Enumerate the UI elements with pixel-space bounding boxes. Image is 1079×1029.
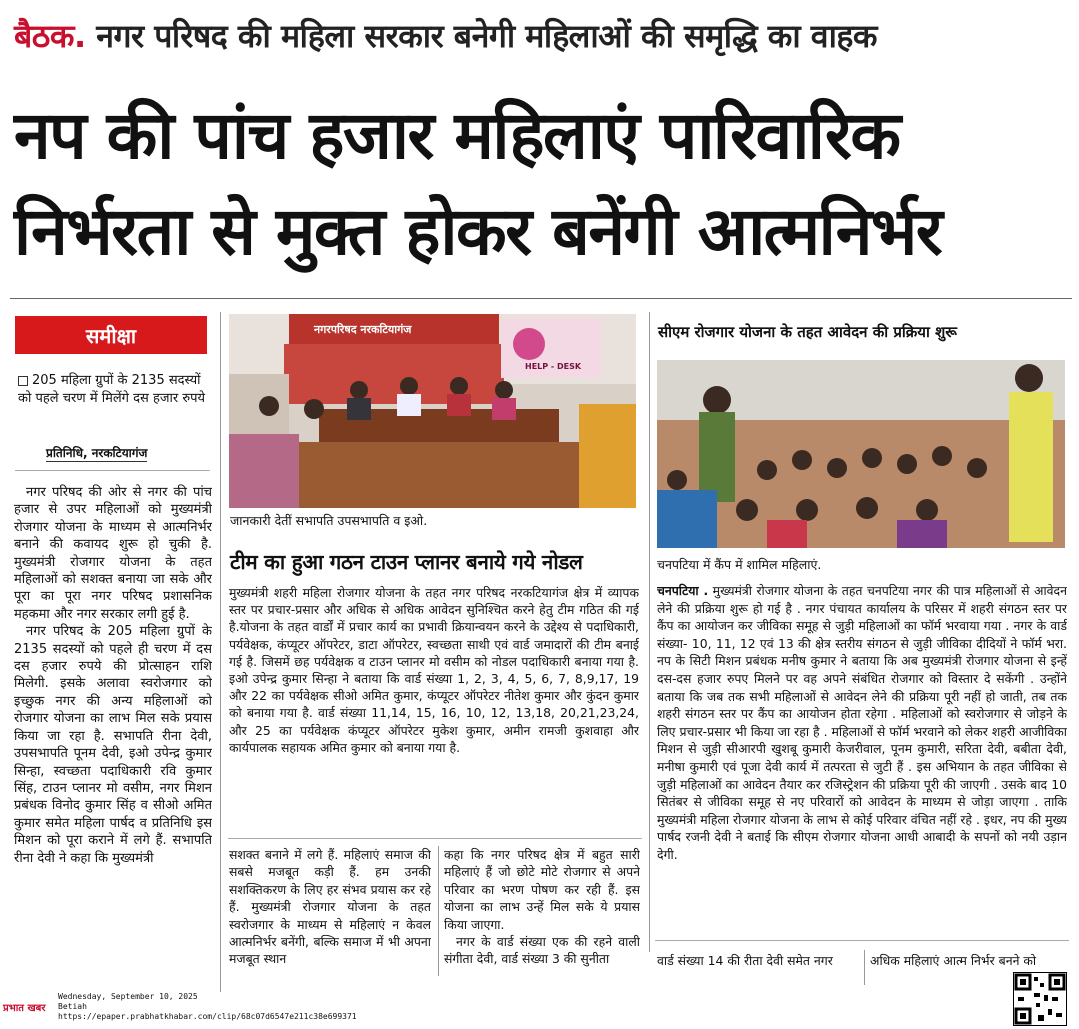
right-subhead: सीएम रोजगार योजना के तहत आवेदन की प्रक्रिया शुरू xyxy=(658,323,957,341)
right-body-text: मुख्यमंत्री रोजगार योजना के तहत चनपटिया नगर की पात्र महिलाओं से आवेदन लेने की प्रक्रिया शुरू हो गई है . नगर पंचायत कार्यालय के परिसर में शहरी संगठन स्तर पर कैंप का आयोजन कर जीविका समूह से जुड़ी महिलाओं का फॉर्म भरवाया गया . नगर के वार्ड संख्या- 10, 11, 12 एवं 13 की क्षेत्र स्तरीय संगठन से जुड़ी जीविका दीदियों ने फॉर्म भरा. नप के सिटी मिशन प्रबंधक मनीष कुमार ने बताया कि अब मुख्यमंत्री रोजगार योजना से इन्हें दस-दस हजार रुपए मिलने पर वह अपने संबंधित रोजगार को विस्तार दे सकेंगी . उन्होंने बताया कि जब तक सभी महिलाओं से आवेदन लेने की प्रक्रिया पूरी नहीं हो जाती, तब तक शहरी संगठन स्तर पर कैंप का आयोजन होता रहेगा . महिलाओं को स्वरोजगार से जोड़ने के लिए प्रचार-प्रसार भी किया जा रहा है . महिलाओं से फॉर्म भरवाने को लेकर शहरी आजीविका मिशन से जुड़ी सीआरपी खुशबू कुमारी केजरीवाल, पूनम कुमारी, सरिता देवी, बबीता देवी, मनीषा कुमारी एवं पूजा देवी कार्य में तत्परता से जुटी हैं . इस अभियान के तहत जीविका से जुड़ी महिलाओं का आवेदन तैयार कर रजिस्ट्रेशन की प्रक्रिया पूरी की जाएगी . उसके बाद 10 सितंबर से जीविका समूह से नए परिवारों को आवेदन के माध्यम से जोड़ा जाएगा . ताकि मुख्यमंत्री महिला रोजगार योजना के लाभ से कोई परिवार वंचित नहीं रहे . इधर, नप की मुख्य पार्षद रजनी देवी ने बताई कि सीएम रोजगार योजना आधी आबादी के सपनों को नयी उड़ान देगी. xyxy=(657,583,1067,862)
bullet-square-icon xyxy=(18,376,28,386)
help-desk-text: HELP - DESK xyxy=(525,362,582,371)
center-subhead: टीम का हुआ गठन टाउन प्लानर बनाये गये नोडल xyxy=(230,550,583,574)
headline-rule xyxy=(10,298,1072,299)
right-body xyxy=(657,582,1067,936)
right-rule xyxy=(655,940,1069,941)
left-paragraph: नगर परिषद के 205 महिला ग्रुपों के 2135 सदस्यों को पहले ही चरण में दस दस हजार रुपये की प्रोत्साहन राशि मिलेगी. इसके अलावा स्वरोजगार को इच्छुक नगर की अन्य महिलाओं को रोजगार योजना का लाभ मिल सके प्रयास किया जा रहा है. सभापति रीना देवी, उपसभापति पूनम देवी, इओ उपेन्द्र कुमार सिन्हा, स्वच्छता पदाधिकारी रवि कुमार सिंह, टाउन प्लानर मो वसीम, नगर मिशन प्रबंधक विनोद कुमार सिंह व सीओ अमित कुमार समेत महिला पार्षद व प्रतिनिधि इस मिशन को पूरा कराने में लगे हैं. सभापति रीना देवी ने कहा कि मुख्यमंत्री xyxy=(14,624,212,866)
clip-footer xyxy=(58,992,357,1022)
highlight-text: 205 महिला ग्रुपों के 2135 सदस्यों को पहले चरण में मिलेंगे दस हजार रुपये xyxy=(18,373,206,406)
left-paragraph: नगर परिषद की ओर से नगर की पांच हजार से उपर महिलाओं को मुख्यमंत्री रोजगार योजना के माध्यम से आत्मनिर्भर बनाने की कवायद शुरू हो चुकी है. मुख्यमंत्री रोजगार योजना के तहत महिलाओं को सशक्त बनाया जा सके और पूरा का पूरा नगर परिषद प्रशासनिक महकमा और नगर सरकार लगी हुई है. xyxy=(14,485,212,622)
headline-line-2: निर्भरता से मुक्त होकर बनेंगी आत्मनिर्भर xyxy=(14,193,942,270)
byline: प्रतिनिधि, नरकटियागंज xyxy=(46,446,148,460)
right-bottom-a: वार्ड संख्या 14 की रीता देवी समेत नगर xyxy=(657,953,833,968)
qr-code-icon[interactable] xyxy=(1013,972,1067,1026)
kicker-text: नगर परिषद की महिला सरकार बनेगी महिलाओं की समृद्धि का वाहक xyxy=(96,17,877,55)
center-photo-caption: जानकारी देतीं सभापति उपसभापति व इओ. xyxy=(230,513,428,528)
right-dateline: चनपटिया . xyxy=(657,583,709,598)
meeting-photo-illustration xyxy=(229,314,636,508)
photo-banner-text: नगरपरिषद नरकटियागंज xyxy=(314,323,412,336)
camp-photo-illustration xyxy=(657,360,1065,548)
footer-url[interactable]: https://epaper.prabhatkhabar.com/clip/68c07d6547e211c38e699371 xyxy=(58,1012,357,1021)
center-col-b-paragraph: कहा कि नगर परिषद क्षेत्र में बहुत सारी महिलाएं हैं जो छोटे मोटे रोजगार से अपने परिवार का भरण पोषण कर रही हैं. इस योजना का लाभ उन्हें मिल सके ये प्रयास किया जाएगा. xyxy=(444,847,640,932)
footer-edition: Betiah xyxy=(58,1002,87,1011)
headline xyxy=(14,88,1074,280)
right-col-rule xyxy=(864,950,865,985)
kicker xyxy=(14,14,877,57)
kicker-tag: बैठक. xyxy=(14,17,86,55)
byline-rule xyxy=(15,470,210,471)
center-col-b xyxy=(444,846,640,978)
right-bottom-b: अधिक महिलाएं आत्म निर्भर बनने को xyxy=(870,953,1037,968)
highlight-box xyxy=(18,372,208,408)
column-rule-left xyxy=(220,312,221,992)
right-photo-caption: चनपटिया में कैंप में शामिल महिलाएं. xyxy=(657,557,822,572)
meeting-photo xyxy=(229,314,636,508)
headline-line-1: नप की पांच हजार महिलाएं पारिवारिक xyxy=(14,97,900,174)
center-body: मुख्यमंत्री शहरी महिला रोजगार योजना के तहत नगर परिषद नरकटियागंज क्षेत्र में व्यापक स्तर पर प्रचार-प्रसार और अधिक से अधिक आवेदन सुनिश्चित करने हेतु टीम गठित की गई है.योजना के तहत वार्डों में प्रचार कार्य का प्रभावी क्रियान्वयन करने के उद्देश्य से पदाधिकारी, पर्यवेक्षक, कंप्यूटर ऑपरेटर, डाटा ऑपरेटर, स्वच्छता साथी एवं वार्ड जमादारों की टीम बनाई गई है. जिसमें छह पर्यवेक्षक व टाउन प्लानर मो वसीम को नोडल पदाधिकारी बनाया गया है. इओ उपेन्द्र कुमार सिन्हा ने बताया कि वार्ड संख्या 1, 2, 3, 4, 5, 6, 7, 8,9,17, 19 और 22 का पर्यवेक्षक सीओ अमित कुमार, कंप्यूटर ऑपरेटर नीतेश कुमार और कुंदन कुमार को बनाया गया है. वार्ड संख्या 11,14, 15, 16, 10, 12, 13,18, 20,21,23,24, और 25 का पर्यवेक्षक कंप्यूटर ऑपरेटर मुकेश कुमार, अमीन रामजी कुशवाहा और कार्यपालक सहायक अमित कुमार को बनाया गया है. xyxy=(229,585,639,755)
center-rule xyxy=(228,838,642,839)
left-column-body xyxy=(14,484,212,989)
camp-photo xyxy=(657,360,1065,548)
center-col-a: सशक्त बनाने में लगे हैं. महिलाएं समाज की सबसे मजबूत कड़ी हैं. हम उनकी सशक्तिकरण के लिए हर संभव प्रयास कर रहे हैं. मुख्यमंत्री रोजगार योजना के तहत स्वरोजगार के माध्यम से महिलाएं न केवल आत्मनिर्भर बनेंगी, बल्कि समाज में भी अपना मजबूत स्थान xyxy=(229,847,431,967)
center-col-rule xyxy=(438,846,439,976)
center-col-b-paragraph: नगर के वार्ड संख्या एक की रहने वाली संगीता देवी, वार्ड संख्या 3 की सुनीता xyxy=(444,934,640,967)
footer-date: Wednesday, September 10, 2025 xyxy=(58,992,198,1001)
publisher-logo: प्रभात खबर xyxy=(3,1003,46,1014)
column-rule-right xyxy=(649,312,650,952)
review-badge: समीक्षा xyxy=(15,316,207,354)
